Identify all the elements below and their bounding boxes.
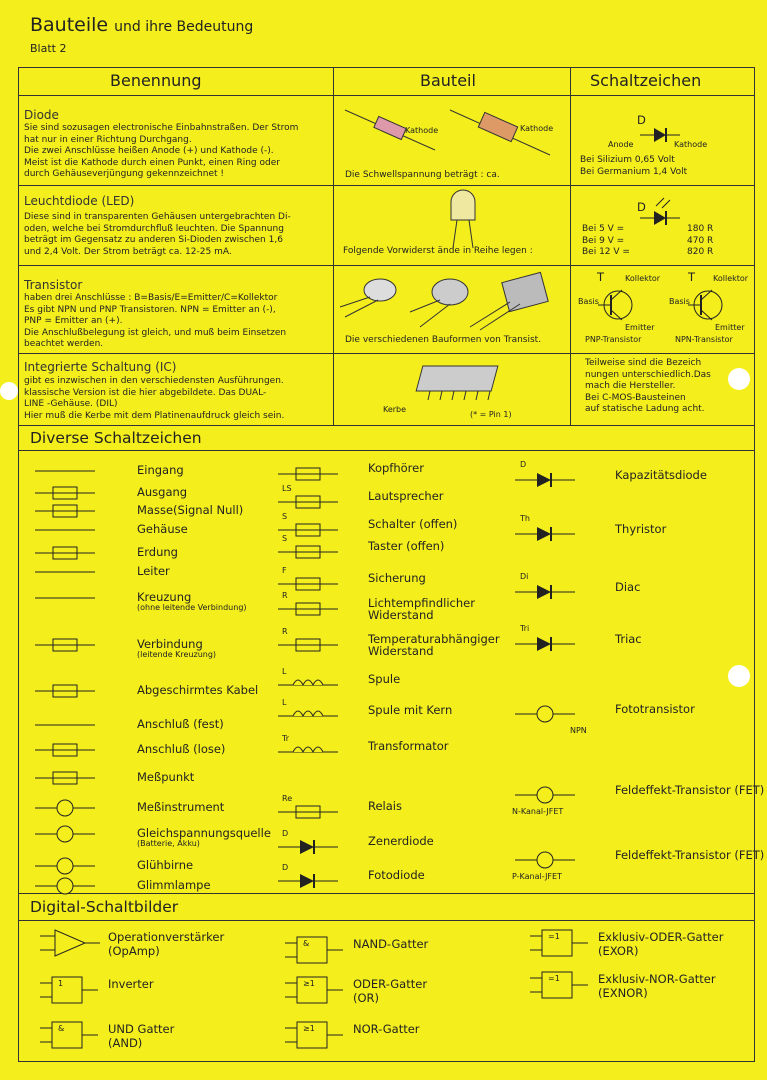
symbol-name: Kreuzung [137,590,192,604]
gate-symbol-label: ≥1 [303,1024,315,1033]
symbol-name: Anschluß (fest) [137,717,224,731]
symbol-name: Lautsprecher [368,489,444,503]
symbol-name: Taster (offen) [368,539,445,553]
left-14-symbol-icon [35,856,95,876]
divider [18,185,755,186]
symbol-designator: S [282,512,288,521]
right-6-symbol-icon [515,850,575,870]
symbol-designator: N-Kanal-JFET [512,807,564,816]
gate-symbol-label: ≥1 [303,979,315,988]
right-2-symbol-icon [515,582,575,602]
part-label: Kathode [520,124,554,133]
mid-9-symbol-icon [278,742,338,762]
left-13-symbol-icon [35,824,95,844]
header-bauteil: Bauteil [420,71,476,90]
gate-name: NAND-Gatter [353,937,429,951]
symbol-name: Fototransistor [615,702,695,716]
gate-6-icon [530,928,590,958]
ic-notes: Teilweise sind die Bezeich nungen unterschiedlich.Das mach die Hersteller. Bei C-MOS-Bausteinen auf statische Ladung acht. [585,358,711,414]
mid-1-symbol-icon [278,492,338,512]
basis-label: Basis [669,297,690,306]
symbol-designator: F [282,566,287,575]
symbol-name: Feldeffekt-Transistor (FET) [615,783,765,797]
left-5-symbol-icon [35,562,95,582]
symbol-designator: P-Kanal-JFET [512,872,562,881]
right-1-symbol-icon [515,524,575,544]
pnp-label: PNP-Transistor [585,335,642,344]
kathode-label: Kathode [674,140,708,149]
part-caption: Folgende Vorwiderst ände in Reihe legen : [343,246,533,256]
gate-name: UND Gatter (AND) [108,1022,175,1050]
right-5-symbol-icon [515,785,575,805]
symbol-name: Kopfhörer [368,461,424,475]
symbol-label: T [597,270,605,284]
gate-3-icon [285,935,345,965]
symbol-name: Feldeffekt-Transistor (FET) [615,848,765,862]
row-title-led: Leuchtdiode (LED) [24,194,135,208]
gate-name: Operationverstärker (OpAmp) [108,930,225,958]
symbol-name: Spule mit Kern [368,703,453,717]
symbol-designator: Th [520,514,530,523]
part-caption: Die Schwellspannung beträgt : ca. [345,170,500,180]
npn-label: NPN-Transistor [675,335,733,344]
led-part-icon [445,190,485,250]
punch-hole [728,368,750,390]
divider [18,353,755,354]
right-4-symbol-icon [515,704,575,724]
symbol-name: Masse(Signal Null) [137,503,244,517]
left-10-symbol-icon [35,740,95,760]
gate-symbol-label: =1 [548,932,560,941]
kollektor-label: Kollektor [713,274,749,283]
divider [18,893,755,894]
kollektor-label: Kollektor [625,274,661,283]
symbol-name: Schalter (offen) [368,517,458,531]
symbol-name: Spule [368,672,401,686]
row-title-ic: Integrierte Schaltung (IC) [24,360,177,374]
symbol-designator: L [282,667,287,676]
symbol-name: Thyristor [615,522,667,536]
symbol-name: Zenerdiode [368,834,434,848]
part-caption: Die verschiedenen Bauformen von Transist. [345,335,542,345]
row-text-diode: Sie sind sozusagen electronische Einbahnstraßen. Der Strom hat nur in einer Richtung Durchgang. Die zwei Anschlüsse heißen Anode (+) und Kathode (-). Meist ist die Kathode durch einen Punkt, einen Ring oder durch Gehäuseverjüngung gekennzeichnet ! [24,123,299,179]
divider [570,67,571,425]
left-3-symbol-icon [35,520,95,540]
symbol-designator: NPN [570,726,587,735]
left-4-symbol-icon [35,543,95,563]
symbol-name: Temperaturabhängiger Widerstand [368,632,500,658]
mid-3-symbol-icon [278,542,338,562]
left-15-symbol-icon [35,876,95,896]
transistor-parts-icon [340,272,565,332]
pin-label: (* = Pin 1) [470,410,512,419]
ic-dil-part-icon [420,358,510,403]
left-6-symbol-icon [35,588,95,608]
header-benennung: Benennung [110,71,202,90]
left-0-symbol-icon [35,461,95,481]
gate-name: Inverter [108,977,154,991]
gate-name: NOR-Gatter [353,1022,420,1036]
basis-label: Basis [578,297,599,306]
mid-11-symbol-icon [278,837,338,857]
led-resistor-table: Bei 5 V = 180 R Bei 9 V = 470 R Bei 12 V = 820 R [582,224,714,257]
symbol-designator: Re [282,794,293,803]
symbol-designator: Di [520,572,529,581]
gate-name: ODER-Gatter (OR) [353,977,428,1005]
symbol-designator: D [282,863,289,872]
left-7-symbol-icon [35,635,95,655]
symbol-name: Meßinstrument [137,800,225,814]
symbol-name: Verbindung [137,637,203,651]
symbol-designator: Tr [282,734,289,743]
symbol-designator: LS [282,484,292,493]
mid-5-symbol-icon [278,599,338,619]
divider [18,95,755,96]
symbol-designator: S [282,534,288,543]
symbol-name: Glimmlampe [137,878,211,892]
mid-0-symbol-icon [278,464,338,484]
symbol-name: Ausgang [137,485,188,499]
row-text-ic: gibt es inzwischen in den verschiedensten Ausführungen. klassische Version ist die hier abgebildete. Das DUAL- LINE -Gehäuse. (DIL) Hier muß die Kerbe mit dem Platinenaufdruck gleich sein. [24,376,285,421]
divider [18,450,755,451]
part-label: Kathode [405,126,439,135]
gate-symbol-label: 1 [58,979,64,988]
divider [18,425,755,426]
divider [18,920,755,921]
npn-transistor-icon [688,285,728,325]
left-11-symbol-icon [35,768,95,788]
sheet-label: Blatt 2 [30,42,67,55]
mid-7-symbol-icon [278,675,338,695]
divider [333,67,334,425]
symbol-name: Relais [368,799,402,813]
section-title-digital: Digital-Schaltbilder [30,898,179,916]
pnp-transistor-icon [598,285,638,325]
symbol-name: Diac [615,580,641,594]
gate-4-icon [285,975,345,1005]
symbol-designator: Tri [520,624,530,633]
symbol-designator: L [282,698,287,707]
left-9-symbol-icon [35,715,95,735]
symbol-name: Gleichspannungsquelle [137,826,271,840]
gate-1-icon [40,975,100,1005]
symbol-label: D [637,113,646,127]
right-0-symbol-icon [515,470,575,490]
symbol-name: Transformator [368,739,449,753]
left-8-symbol-icon [35,681,95,701]
gate-symbol-label: & [58,1024,65,1033]
left-2-symbol-icon [35,501,95,521]
gate-2-icon [40,1020,100,1050]
symbol-name: Triac [615,632,642,646]
symbol-name: Gehäuse [137,522,188,536]
gate-0-icon [40,928,100,958]
symbol-sub: (ohne leitende Verbindung) [137,603,247,612]
row-text-led: Diese sind in transparenten Gehäusen untergebrachten Di- oden, welche bei Stromdurchfluß leuchten. Die Spannung beträgt im Gegensatz zu anderen Si-Dioden zwischen 1,6 und 2,4 Volt. Der Strom beträgt ca. 12-25 mA. [24,212,291,257]
emitter-label: Emitter [625,323,655,332]
symbol-sub: (leitende Kreuzung) [137,650,217,659]
row-text-transistor: haben drei Anschlüsse : B=Basis/E=Emitter/C=Kollektor Es gibt NPN und PNP Transistoren. NPN = Emitter an (-), PNP = Emitter an (+). Die Anschlußbelegung ist gleich, und muß beim Einsetzen beachtet werden. [24,293,287,349]
symbol-sub: (Batterie, Akku) [137,839,200,848]
kerbe-label: Kerbe [383,405,407,414]
mid-12-symbol-icon [278,871,338,891]
gate-symbol-label: =1 [548,974,560,983]
gate-symbol-label: & [303,939,310,948]
symbol-name: Fotodiode [368,868,425,882]
gate-5-icon [285,1020,345,1050]
section-title-diverse: Diverse Schaltzeichen [30,429,202,447]
symbol-label: D [637,200,646,214]
emitter-label: Emitter [715,323,745,332]
symbol-name: Sicherung [368,571,426,585]
left-12-symbol-icon [35,798,95,818]
anode-label: Anode [608,140,634,149]
divider [18,265,755,266]
mid-8-symbol-icon [278,706,338,726]
symbol-designator: R [282,591,288,600]
diode-part-icon [345,105,555,165]
symbol-name: Leiter [137,564,170,578]
symbol-label: T [688,270,696,284]
gate-7-icon [530,970,590,1000]
symbol-name: Erdung [137,545,178,559]
symbol-name: Meßpunkt [137,770,195,784]
left-1-symbol-icon [35,483,95,503]
symbol-designator: R [282,627,288,636]
header-schaltzeichen: Schaltzeichen [590,71,702,90]
row-title-transistor: Transistor [24,278,83,292]
symbol-name: Abgeschirmtes Kabel [137,683,259,697]
right-3-symbol-icon [515,634,575,654]
symbol-name: Glühbirne [137,858,194,872]
punch-hole [728,665,750,687]
diode-notes: Bei Silizium 0,65 Volt Bei Germanium 1,4 Volt [580,155,688,177]
mid-6-symbol-icon [278,635,338,655]
symbol-name: Kapazitätsdiode [615,468,707,482]
gate-name: Exklusiv-NOR-Gatter (EXNOR) [598,972,716,1000]
gate-name: Exklusiv-ODER-Gatter (EXOR) [598,930,724,958]
symbol-designator: D [520,460,527,469]
row-title-diode: Diode [24,108,59,122]
symbol-name: Anschluß (lose) [137,742,226,756]
symbol-name: Lichtempfindlicher Widerstand [368,596,475,622]
punch-hole [0,382,18,400]
symbol-designator: D [282,829,289,838]
document-title: Bauteile und ihre Bedeutung [30,14,254,36]
symbol-name: Eingang [137,463,184,477]
mid-10-symbol-icon [278,802,338,822]
